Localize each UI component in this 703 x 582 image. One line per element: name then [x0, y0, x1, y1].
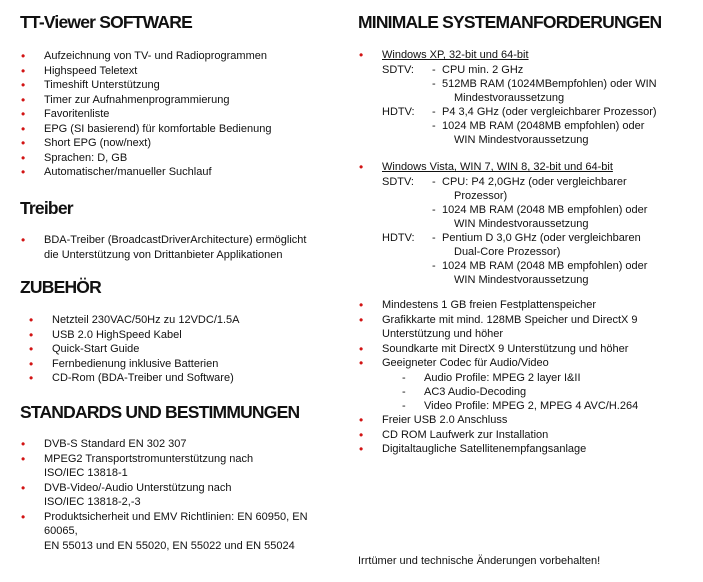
standards-title: STANDARDS UND BESTIMMUNGEN	[20, 402, 300, 422]
hdtv-label: HDTV:	[382, 231, 415, 244]
vista-list	[358, 160, 698, 175]
standards-emv-line-2: 60065,	[44, 525, 78, 537]
vista-sdtv-ram-line-2: WIN Mindestvoraussetzung	[454, 217, 589, 230]
vista-sdtv-ram-text	[442, 203, 697, 231]
vista-heading: Windows Vista, WIN 7, WIN 8, 32-bit und 64-bit	[382, 161, 613, 173]
xp-hdtv-cpu: P4 3,4 GHz (oder vergleichbarer Prozessor)	[442, 105, 657, 118]
xp-sdtv-cpu: CPU min. 2 GHz	[442, 63, 524, 76]
vista-hdtv-cpu	[442, 231, 697, 259]
list-item: • Digitaltaugliche Satellitenempfangsanlage	[358, 442, 698, 457]
gfx-line-2: Unterstützung und höher	[382, 328, 504, 340]
vista-hdtv-ram-line-1: 1024 MB RAM (2048 MB empfohlen) oder	[442, 259, 648, 272]
vista-hdtv-ram-text	[442, 259, 697, 287]
list-item: • EPG (SI basierend) für komfortable Bedienung	[20, 122, 350, 137]
codec-row	[358, 371, 698, 385]
list-item: • Freier USB 2.0 Anschluss	[358, 413, 698, 428]
standards-list	[20, 437, 350, 553]
codec-video: Video Profile: MPEG 2, MPEG 4 AVC/H.264	[424, 400, 639, 412]
vista-hdtv-ram-line-2: WIN Mindestvoraussetzung	[454, 273, 589, 286]
list-item	[20, 510, 350, 554]
xp-sdtv-ram	[358, 77, 698, 105]
disclaimer-footer: Irrtümer und technische Änderungen vorbehalten!	[358, 555, 601, 567]
dash: -	[432, 119, 436, 132]
list-item: • USB 2.0 HighSpeed Kabel	[20, 328, 350, 343]
treiber-line-1: BDA-Treiber (BroadcastDriverArchitecture) ermöglicht	[44, 234, 307, 246]
dash: -	[432, 105, 436, 118]
standards-dvb-line-1: DVB-Video/-Audio Unterstützung nach	[44, 481, 232, 494]
xp-block	[358, 48, 698, 147]
list-item	[358, 160, 698, 175]
xp-hdtv-ram-text	[442, 119, 697, 147]
xp-hdtv-ram-line-2: WIN Mindestvoraussetzung	[454, 133, 589, 146]
hdtv-label: HDTV:	[382, 105, 415, 118]
requirements-title: MINIMALE SYSTEMANFORDERUNGEN	[358, 12, 662, 32]
list-item: • Automatischer/manueller Suchlauf	[20, 165, 350, 180]
list-item: • Geeigneter Codec für Audio/Video	[358, 356, 698, 371]
codec-row	[358, 399, 698, 413]
list-item	[20, 233, 350, 262]
standards-mpeg2-line-1: MPEG2 Transportstromunterstützung nach	[44, 452, 254, 465]
xp-sdtv-ram-text	[442, 77, 697, 105]
list-item	[20, 452, 350, 481]
vista-sdtv-ram	[358, 203, 698, 231]
dash: -	[432, 77, 436, 90]
xp-hdtv-ram	[358, 119, 698, 147]
dash: -	[432, 63, 436, 76]
list-item: • Timer zur Aufnahmenprogrammierung	[20, 93, 350, 108]
dash: -	[432, 203, 436, 216]
list-item: • Favoritenliste	[20, 107, 350, 122]
misc-requirements-list	[358, 298, 698, 371]
xp-sdtv-ram-line-1: 512MB RAM (1024MBempfohlen) oder WIN	[442, 77, 657, 90]
list-item: • CD-Rom (BDA-Treiber und Software)	[20, 371, 350, 386]
xp-hdtv-ram-line-1: 1024 MB RAM (2048MB empfohlen) oder	[442, 119, 645, 132]
codec-ac3: AC3 Audio-Decoding	[424, 386, 527, 398]
codec-sublist	[358, 371, 698, 413]
treiber-title: Treiber	[20, 198, 73, 218]
list-item: • Aufzeichnung von TV- und Radioprogrammen	[20, 49, 350, 64]
codec-row	[358, 385, 698, 399]
vista-sdtv-cpu-line-2: Prozessor)	[454, 189, 508, 202]
vista-hdtv-row	[358, 231, 698, 259]
list-item: • Highspeed Teletext	[20, 64, 350, 79]
software-list	[20, 49, 350, 180]
standards-emv-line-3: EN 55013 und EN 55020, EN 55022 und EN 55024	[44, 539, 295, 552]
dash: -	[432, 175, 436, 188]
list-item: • Sprachen: D, GB	[20, 151, 350, 166]
dash: -	[402, 400, 406, 412]
dash: -	[432, 231, 436, 244]
treiber-line-2: die Unterstützung von Drittanbieter Applikationen	[44, 248, 283, 261]
xp-list	[358, 48, 698, 63]
vista-sdtv-cpu-line-1: CPU: P4 2,0GHz (oder vergleichbarer	[442, 175, 627, 188]
vista-sdtv-row	[358, 175, 698, 203]
list-item: • Quick-Start Guide	[20, 342, 350, 357]
vista-sdtv-ram-line-1: 1024 MB RAM (2048 MB empfohlen) oder	[442, 203, 648, 216]
sdtv-label: SDTV:	[382, 175, 414, 188]
software-title: TT-Viewer SOFTWARE	[20, 12, 192, 32]
treiber-list	[20, 233, 350, 262]
vista-sdtv-cpu	[442, 175, 697, 203]
list-item: • Mindestens 1 GB freien Festplattenspeicher	[358, 298, 698, 313]
list-item	[358, 48, 698, 63]
dash: -	[402, 386, 406, 398]
sdtv-label: SDTV:	[382, 63, 414, 76]
standards-mpeg2-line-2: ISO/IEC 13818-1	[44, 467, 128, 479]
standards-emv-line-1: Produktsicherheit und EMV Richtlinien: EN 60950, EN	[44, 510, 308, 523]
zubehoer-list	[20, 313, 350, 386]
list-item	[20, 481, 350, 510]
xp-sdtv-ram-line-2: Mindestvoraussetzung	[454, 91, 565, 104]
xp-hdtv-row	[358, 105, 698, 119]
codec-audio: Audio Profile: MPEG 2 layer I&II	[424, 372, 581, 384]
gfx-line-1: Grafikkarte mit mind. 128MB Speicher und DirectX 9	[382, 313, 638, 326]
vista-hdtv-cpu-line-1: Pentium D 3,0 GHz (oder vergleichbaren	[442, 231, 641, 244]
list-item	[358, 313, 698, 342]
list-item: • Short EPG (now/next)	[20, 136, 350, 151]
xp-sdtv-row	[358, 63, 698, 77]
misc-requirements-list-2	[358, 413, 698, 457]
vista-hdtv-ram	[358, 259, 698, 287]
zubehoer-title: ZUBEHÖR	[20, 277, 101, 297]
list-item: • Fernbedienung inklusive Batterien	[20, 357, 350, 372]
list-item: • Soundkarte mit DirectX 9 Unterstützung und höher	[358, 342, 698, 357]
list-item: • CD ROM Laufwerk zur Installation	[358, 428, 698, 443]
list-item: • DVB-S Standard EN 302 307	[20, 437, 350, 452]
vista-hdtv-cpu-line-2: Dual-Core Prozessor)	[454, 245, 561, 258]
dash: -	[432, 259, 436, 272]
list-item: • Netzteil 230VAC/50Hz zu 12VDC/1.5A	[20, 313, 350, 328]
standards-dvb-line-2: ISO/IEC 13818-2,-3	[44, 496, 141, 508]
list-item: • Timeshift Unterstützung	[20, 78, 350, 93]
xp-heading: Windows XP, 32-bit und 64-bit	[382, 49, 529, 61]
dash: -	[402, 372, 406, 384]
vista-block	[358, 160, 698, 287]
